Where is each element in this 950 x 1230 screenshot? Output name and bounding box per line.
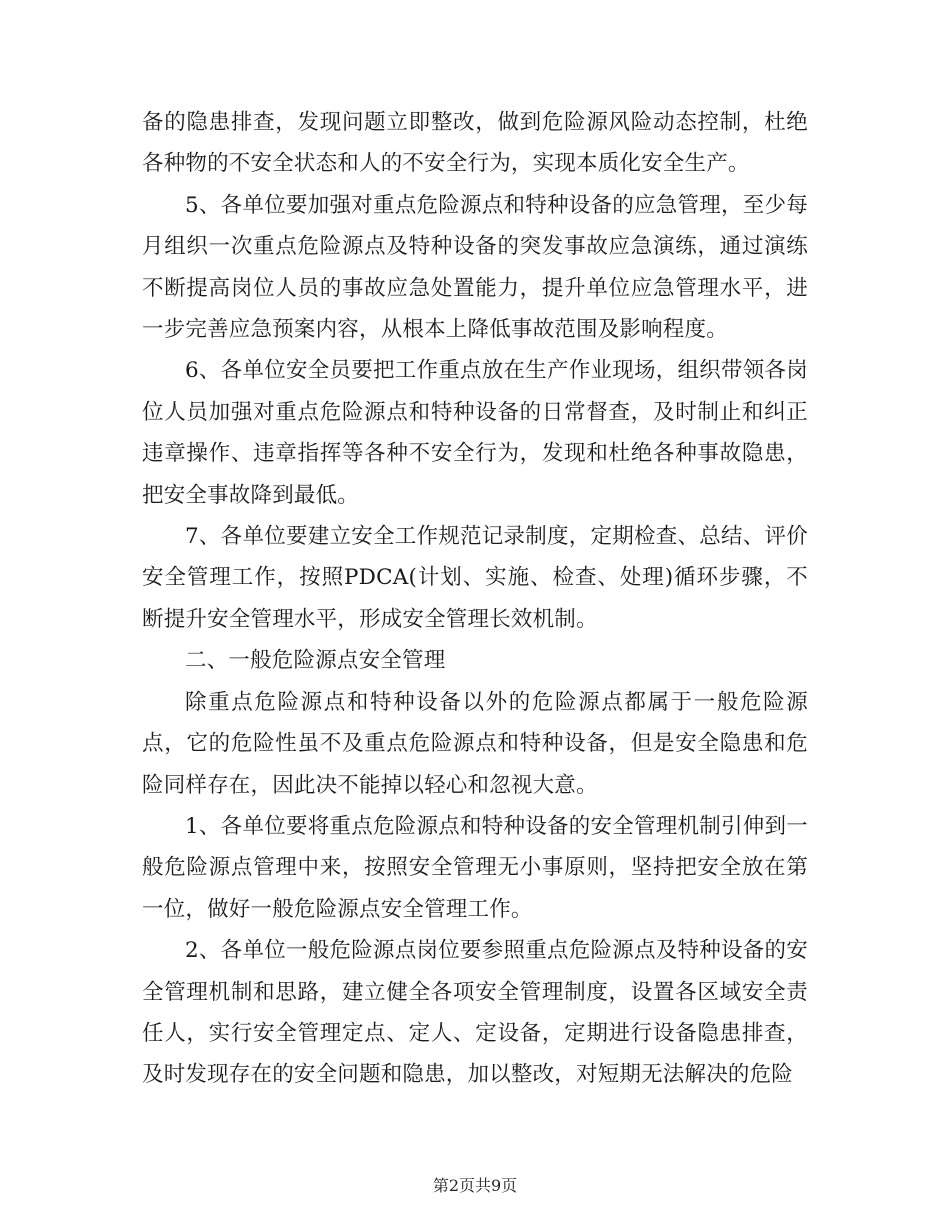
- section-heading: 二、一般危险源点安全管理: [185, 648, 446, 674]
- paragraph-item-1: 1、各单位要将重点危险源点和特种设备的安全管理机制引伸到一般危险源点管理中来，按照安全管理无小事原则，坚持把安全放在第一位，做好一般危险源点安全管理工作。: [142, 813, 808, 922]
- document-body: [142, 102, 808, 1096]
- paragraph-intro: 除重点危险源点和特种设备以外的危险源点都属于一般危险源点，它的危险性虽不及重点危险源点和特种设备，但是安全隐患和危险同样存在，因此决不能掉以轻心和忽视大意。: [142, 689, 808, 798]
- paragraph-continued: 备的隐患排查，发现问题立即整改，做到危险源风险动态控制，杜绝各种物的不安全状态和人的不安全行为，实现本质化安全生产。: [142, 110, 808, 177]
- paragraph-item-2: 2、各单位一般危险源点岗位要参照重点危险源点及特种设备的安全管理机制和思路，建立健全各项安全管理制度，设置各区域安全责任人，实行安全管理定点、定人、定设备，定期进行设备隐患排查，及时发现存在的安全问题和隐患，加以整改，对短期无法解决的危险: [142, 938, 808, 1088]
- paragraph-item-6: 6、各单位安全员要把工作重点放在生产作业现场，组织带领各岗位人员加强对重点危险源点和特种设备的日常督查，及时制止和纠正违章操作、违章指挥等各种不安全行为，发现和杜绝各种事故隐患，把安全事故降到最低。: [142, 358, 808, 508]
- paragraph-item-7: 7、各单位要建立安全工作规范记录制度，定期检查、总结、评价安全管理工作，按照PDCA(计划、实施、检查、处理)循环步骤，不断提升安全管理水平，形成安全管理长效机制。: [142, 524, 808, 632]
- paragraph-item-5: 5、各单位要加强对重点危险源点和特种设备的应急管理，至少每月组织一次重点危险源点及特种设备的突发事故应急演练，通过演练不断提高岗位人员的事故应急处置能力，提升单位应急管理水平，进一步完善应急预案内容，从根本上降低事故范围及影响程度。: [142, 192, 808, 343]
- page-number-footer: 第2页共9页: [432, 1176, 518, 1195]
